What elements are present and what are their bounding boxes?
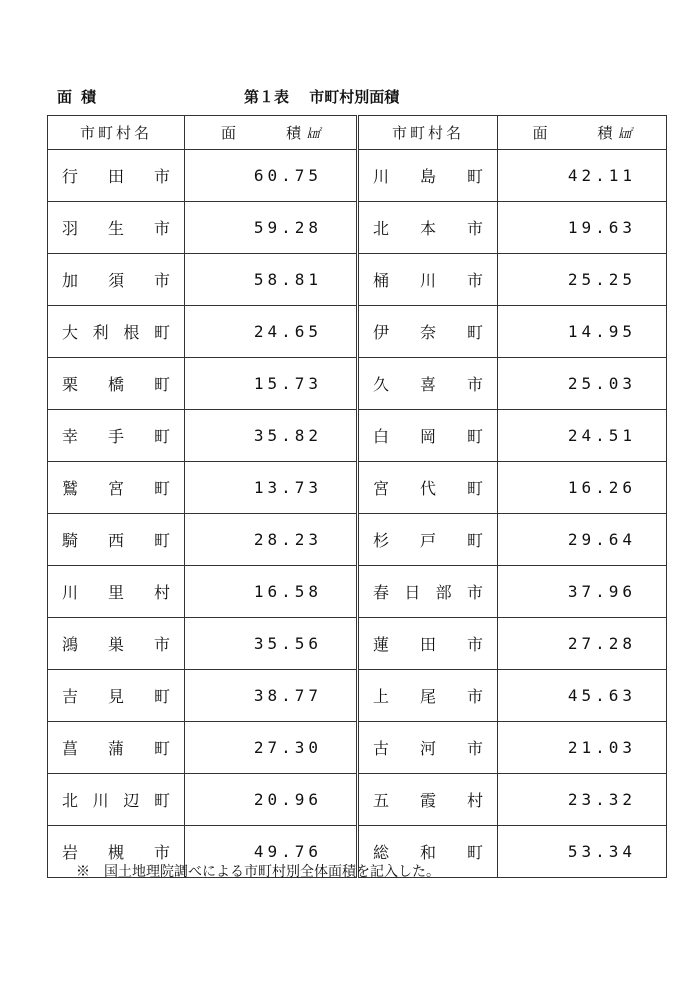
- municipality-name: [48, 618, 185, 670]
- area-value: 35.56: [185, 618, 358, 670]
- table-row: [48, 358, 667, 410]
- table-row: [48, 202, 667, 254]
- area-value: 49.76: [185, 826, 358, 878]
- municipality-name: [358, 254, 498, 306]
- municipality-name: [358, 202, 498, 254]
- municipality-name-text: 五霞村: [373, 791, 483, 810]
- municipality-name-text: 北本市: [373, 219, 483, 238]
- area-value: 35.82: [185, 410, 358, 462]
- municipality-name-text: 騎西町: [62, 531, 170, 550]
- municipality-name-text: 加須市: [62, 271, 170, 290]
- footnote: ※ 国土地理院調べによる市町村別全体面積を記入した。: [76, 864, 440, 880]
- area-value: 16.58: [185, 566, 358, 618]
- municipality-name-text: 大利根町: [62, 323, 170, 342]
- area-label-right: 面 積: [532, 124, 613, 142]
- area-value: 15.73: [185, 358, 358, 410]
- area-value: 24.65: [185, 306, 358, 358]
- municipality-name-text: 春日部市: [373, 583, 483, 602]
- header-section-label: 面積: [57, 88, 106, 106]
- area-value: 45.63: [498, 670, 667, 722]
- municipality-name: [48, 202, 185, 254]
- municipality-name-text: 栗橋町: [62, 375, 170, 394]
- municipality-name-text: 幸手町: [62, 427, 170, 446]
- municipality-name: [358, 618, 498, 670]
- municipality-name-text: 白岡町: [373, 427, 483, 446]
- municipality-name-text: 久喜市: [373, 375, 483, 394]
- municipality-name: [358, 358, 498, 410]
- area-value: 59.28: [185, 202, 358, 254]
- table-header-row: [48, 116, 667, 150]
- area-value: 42.11: [498, 150, 667, 202]
- table-row: [48, 774, 667, 826]
- municipality-name: [358, 410, 498, 462]
- municipality-name: [358, 566, 498, 618]
- municipality-name: [48, 462, 185, 514]
- municipality-name-text: 古河市: [373, 739, 483, 758]
- municipality-name-text: 総和町: [373, 843, 483, 862]
- municipality-name-text: 鷲宮町: [62, 479, 170, 498]
- area-value: 19.63: [498, 202, 667, 254]
- municipality-name: [48, 670, 185, 722]
- table-row: [48, 410, 667, 462]
- municipality-name: [358, 462, 498, 514]
- col-header-area-right: [498, 116, 667, 150]
- table-row: [48, 566, 667, 618]
- municipality-name-text: 宮代町: [373, 479, 483, 498]
- municipality-name: [358, 150, 498, 202]
- unit-label-right: ㎢: [618, 127, 632, 142]
- table-row: [48, 306, 667, 358]
- area-value: 60.75: [185, 150, 358, 202]
- municipality-name-text: 川島町: [373, 167, 483, 186]
- area-value: 13.73: [185, 462, 358, 514]
- col-header-name-left: 市町村名: [48, 116, 185, 150]
- area-value: 25.25: [498, 254, 667, 306]
- municipality-name: [48, 566, 185, 618]
- area-value: 24.51: [498, 410, 667, 462]
- area-value: 29.64: [498, 514, 667, 566]
- municipality-name: [358, 722, 498, 774]
- municipality-name-text: 岩槻市: [62, 843, 170, 862]
- table-row: [48, 150, 667, 202]
- municipality-name-text: 菖蒲町: [62, 739, 170, 758]
- area-label-left: 面 積: [220, 124, 301, 142]
- municipality-name-text: 吉見町: [62, 687, 170, 706]
- municipality-name: [358, 670, 498, 722]
- area-value: 21.03: [498, 722, 667, 774]
- unit-label-left: ㎢: [306, 127, 320, 142]
- municipality-name-text: 羽生市: [62, 219, 170, 238]
- area-value: 53.34: [498, 826, 667, 878]
- municipality-name-text: 北川辺町: [62, 791, 170, 810]
- municipality-name: [358, 514, 498, 566]
- municipality-name: [358, 306, 498, 358]
- municipality-name-text: 伊奈町: [373, 323, 483, 342]
- municipality-name-text: 上尾市: [373, 687, 483, 706]
- municipality-name: [48, 722, 185, 774]
- area-value: 27.28: [498, 618, 667, 670]
- area-value: 58.81: [185, 254, 358, 306]
- municipality-name-text: 行田市: [62, 167, 170, 186]
- table-row: [48, 618, 667, 670]
- col-header-name-right: 市町村名: [358, 116, 498, 150]
- table-row: [48, 670, 667, 722]
- table-row: [48, 254, 667, 306]
- municipality-name: [48, 514, 185, 566]
- area-table: [47, 115, 667, 878]
- municipality-name: [48, 410, 185, 462]
- area-value: 16.26: [498, 462, 667, 514]
- area-value: 20.96: [185, 774, 358, 826]
- municipality-name: [48, 254, 185, 306]
- col-header-area-left: [185, 116, 358, 150]
- table-row: [48, 514, 667, 566]
- municipality-name: [48, 774, 185, 826]
- municipality-name: [48, 358, 185, 410]
- area-value: 27.30: [185, 722, 358, 774]
- table-row: [48, 462, 667, 514]
- area-value: 23.32: [498, 774, 667, 826]
- municipality-name: [48, 306, 185, 358]
- municipality-name-text: 鴻巣市: [62, 635, 170, 654]
- municipality-name-text: 桶川市: [373, 271, 483, 290]
- area-value: 37.96: [498, 566, 667, 618]
- area-value: 38.77: [185, 670, 358, 722]
- table-row: [48, 722, 667, 774]
- municipality-name-text: 蓮田市: [373, 635, 483, 654]
- area-value: 14.95: [498, 306, 667, 358]
- municipality-name-text: 杉戸町: [373, 531, 483, 550]
- table-title: 第１表 市町村別面積: [244, 88, 400, 106]
- municipality-name-text: 川里村: [62, 583, 170, 602]
- area-value: 28.23: [185, 514, 358, 566]
- municipality-name: [48, 150, 185, 202]
- area-value: 25.03: [498, 358, 667, 410]
- municipality-name: [358, 774, 498, 826]
